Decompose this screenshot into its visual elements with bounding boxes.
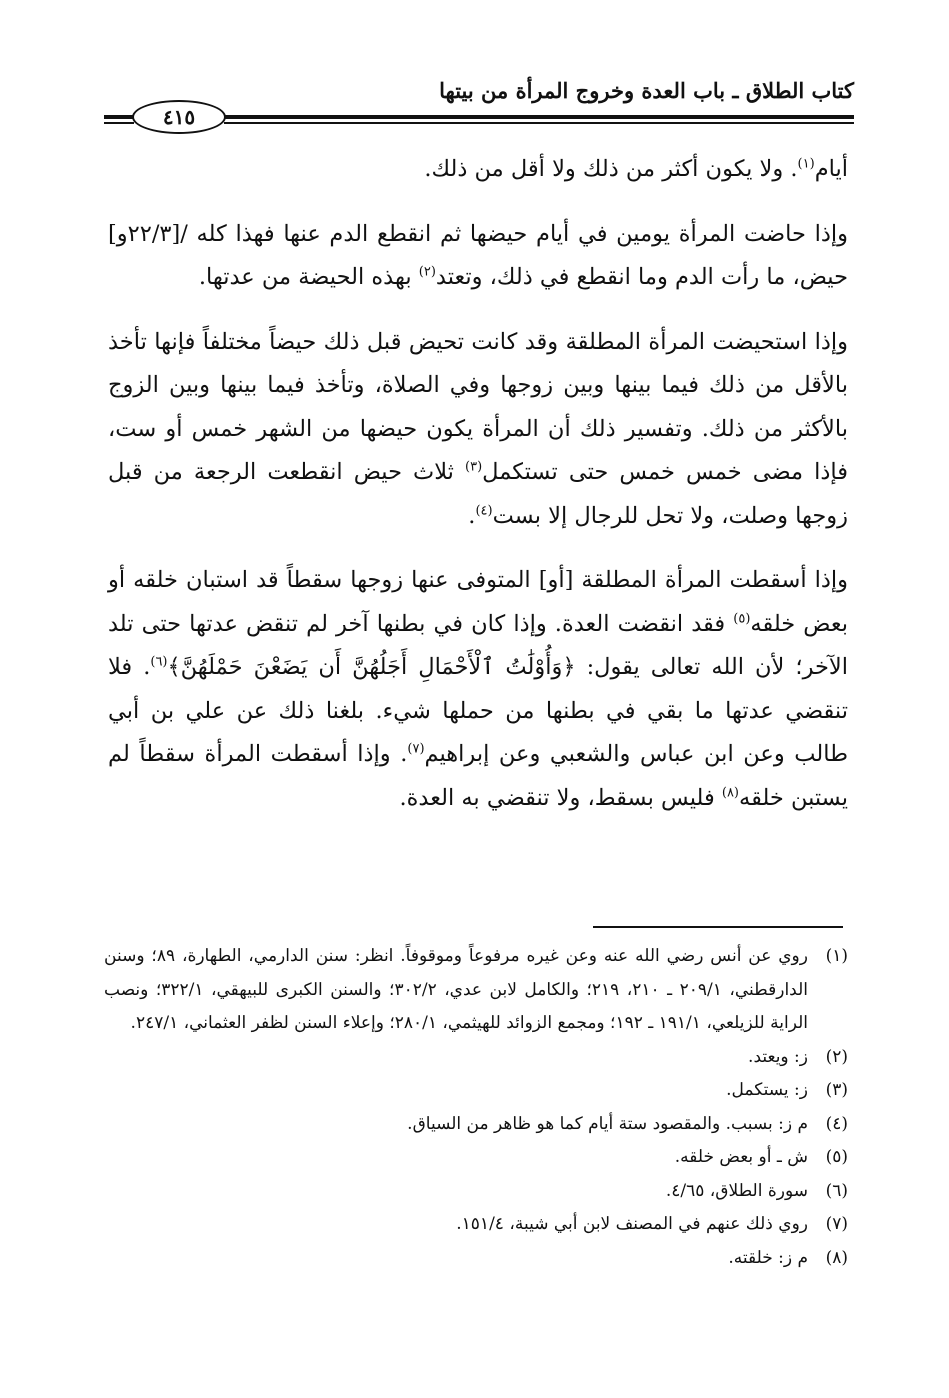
header-rule-thin: [224, 122, 854, 124]
footnote-7: (٧) روي ذلك عنهم في المصنف لابن أبي شيبة، ١٥١/٤.: [456, 1214, 848, 1234]
footnote-ref-6: (٦): [150, 654, 168, 670]
paragraph-2: وإذا حاضت المرأة يومين في أيام حيضها ثم انقطع الدم عنها فهذا كله /[٢٢/٣و] حيض، ما رأت الدم وما انقطع في ذلك، وتعتد$^{(٢)}$ بهذه الحيضة من عدتها.: [108, 220, 848, 290]
header-rule-thick: [224, 115, 854, 119]
footnote-6: (٦) سورة الطلاق، ٤/٦٥.: [665, 1180, 848, 1201]
footnote-4: (٤) م ز: بسبب. والمقصود ستة أيام كما هو ظاهر من السياق.: [407, 1113, 848, 1134]
footnote-ref-2: (٢): [418, 264, 436, 280]
page-number-badge: ٤١٥: [132, 100, 226, 134]
footnote-ref-4: (٤): [475, 503, 493, 518]
header-rule-left-thick: [104, 115, 134, 119]
header-rule-left-thin: [104, 122, 134, 124]
footnote-ref-8: (٨): [721, 785, 739, 800]
footnote-3: (٣) ز: يستكمل.: [726, 1080, 848, 1100]
footnote-5: (٥) ش ـ أو بعض خلقه.: [674, 1147, 848, 1167]
footnote-2: (٢) ز: ويعتد.: [748, 1046, 848, 1067]
footnote-ref-1: (١): [797, 156, 815, 172]
running-title: كتاب الطلاق ـ باب العدة وخروج المرأة من بيتها: [439, 78, 854, 103]
footnote-ref-7: (٧): [407, 741, 425, 757]
paragraph-1: أيام$^{(١)}$. ولا يكون أكثر من ذلك ولا أقل من ذلك.: [424, 156, 848, 182]
paragraph-3: وإذا استحيضت المرأة المطلقة وقد كانت تحيض قبل ذلك حيضاً مختلفاً فإنها تأخذ بالأقل من ذلك فيما بينها وبين زوجها وفي الصلاة، وتأخذ فيما بينها وبين الزوج بالأكثر من ذلك. وتفسير ذلك أن المرأة يكون حيضها من الشهر خمس أو ست، فإذا مضى خمس خمس حتى تستكمل$^{(٣)}$ ثلاث حيض انقطعت الرجعة من قبل زوجها وصلت، ولا تحل للرجال إلا بست$^{(٤)}$.: [108, 328, 848, 529]
footnote-ref-5: (٥): [733, 611, 751, 626]
footnotes: [104, 940, 848, 1275]
paragraph-4: وإذا أسقطت المرأة المطلقة [أو] المتوفى عنها زوجها سقطاً قد استبان خلقه أو بعض خلقه$^{(٥)}$ فقد انقضت العدة. وإذا كان في بطنها آخر لم تنقض عدتها حتى تلد الآخر؛ لأن الله تعالى يقول: ﴿وَأُوْلَٰتُ ٱلْأَحْمَالِ أَجَلُهُنَّ أَن يَضَعْنَ حَمْلَهُنَّ﴾$^{(٦)}$. فلا تنقضي عدتها ما بقي في بطنها من حملها شيء. بلغنا ذلك عن علي بن أبي طالب وعن ابن عباس والشعبي وعن إبراهيم$^{(٧)}$. وإذا أسقطت المرأة سقطاً لم يستبن خلقه$^{(٨)}$ فليس بسقط، ولا تنقضي به العدة.: [108, 567, 848, 811]
main-text: [108, 148, 848, 841]
footnote-8: (٨) م ز: خلقته.: [728, 1247, 848, 1268]
footnote-1: (١) روي عن أنس رضي الله عنه وعن غيره مرفوعاً وموقوفاً. انظر: سنن الدارمي، الطهارة، ٨٩؛ وسنن الدارقطني، ٢٠٩/١ ـ ٢١٠، ٢١٩؛ والكامل لابن عدي، ٣٠٢/٢؛ والسنن الكبرى للبيهقي، ٣٢٢/١؛ ونصب الراية للزيلعي، ١٩١/١ ـ ١٩٢؛ ومجمع الزوائد للهيثمي، ٢٨٠/١؛ وإعلاء السنن لظفر العثماني، ٢٤٧/١.: [104, 946, 848, 1033]
footnote-separator: [593, 926, 843, 928]
page-header: [104, 70, 854, 130]
footnote-ref-3: (٣): [465, 459, 483, 475]
